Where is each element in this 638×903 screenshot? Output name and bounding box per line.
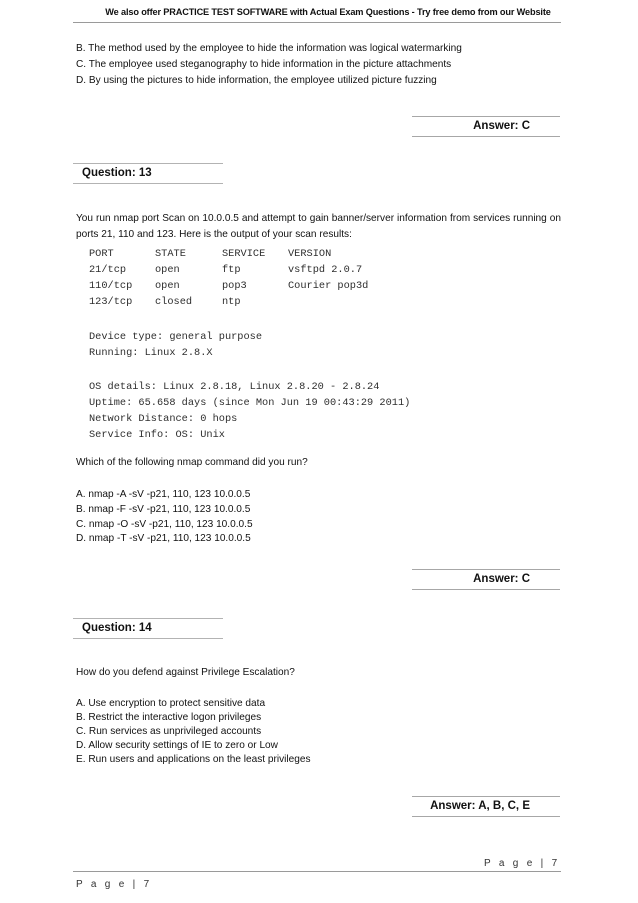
q12-answer: Answer: C	[473, 120, 530, 132]
q12-option-d: D. By using the pictures to hide information, the employee utilized picture fuzzing	[76, 75, 437, 86]
scan-col-port: PORT	[89, 248, 114, 260]
scan-service-info: Service Info: OS: Unix	[89, 429, 225, 441]
scan-col-version: VERSION	[288, 248, 332, 260]
nmap-scan-output: PORT STATE SERVICE VERSION 21/tcp open ftp vsftpd 2.0.7 110/tcp open pop3 Courier pop3d 123/tcp closed ntp Device type: general purpose Running: Linux 2.8.X OS details: Linux 2.8.18, Linux 2.8.20 - 2.8.24 Uptime: 65.658 days (since Mon Jun 19 00:43:29 2011) Network Distance: 0 hops Service Info: OS: Unix	[89, 248, 411, 441]
q13-prompt: Which of the following nmap command did you run?	[76, 457, 308, 468]
q12-option-b: B. The method used by the employee to hide the information was logical watermarking	[76, 43, 462, 54]
page-number-left: P a g e | 7	[76, 879, 153, 890]
q12-answer-box	[412, 116, 560, 137]
q14-option-c: C. Run services as unprivileged accounts	[76, 726, 262, 737]
q12-option-c: C. The employee used steganography to hide information in the picture attachments	[76, 59, 452, 70]
q13-option-b: B. nmap -F -sV -p21, 110, 123 10.0.0.5	[76, 504, 251, 515]
q14-option-e: E. Run users and applications on the least privileges	[76, 754, 311, 765]
scan-os-details: OS details: Linux 2.8.18, Linux 2.8.20 - 2.8.24	[89, 381, 380, 393]
scan-uptime: Uptime: 65.658 days (since Mon Jun 19 00:43:29 2011)	[89, 397, 411, 409]
q13-option-d: D. nmap -T -sV -p21, 110, 123 10.0.0.5	[76, 533, 251, 544]
q13-option-c: C. nmap -O -sV -p21, 110, 123 10.0.0.5	[76, 519, 253, 530]
scan-running: Running: Linux 2.8.X	[89, 347, 213, 359]
q14-answer: Answer: A, B, C, E	[430, 800, 530, 812]
q14-title-box	[73, 618, 223, 639]
header-divider	[73, 22, 561, 23]
scan-col-state: STATE	[155, 248, 186, 260]
q14-option-a: A. Use encryption to protect sensitive data	[76, 698, 266, 709]
page-number-right: P a g e | 7	[483, 858, 560, 869]
q14-option-d: D. Allow security settings of IE to zero or Low	[76, 740, 278, 751]
q14-answer-box	[412, 796, 560, 817]
q14-title: Question: 14	[82, 622, 152, 634]
footer-divider	[73, 871, 561, 872]
q13-answer: Answer: C	[473, 573, 530, 585]
q13-option-a: A. nmap -A -sV -p21, 110, 123 10.0.0.5	[76, 489, 251, 500]
scan-network-distance: Network Distance: 0 hops	[89, 413, 238, 425]
q13-title: Question: 13	[82, 167, 152, 179]
q14-option-b: B. Restrict the interactive logon privileges	[76, 712, 262, 723]
q13-body: You run nmap port Scan on 10.0.0.5 and attempt to gain banner/server information from services running on ports 21, 110 and 123. Here is the output of your scan results:	[76, 213, 561, 240]
scan-col-service: SERVICE	[222, 248, 266, 260]
q13-answer-box	[412, 569, 560, 590]
q14-prompt: How do you defend against Privilege Escalation?	[76, 667, 295, 678]
scan-device-type: Device type: general purpose	[89, 331, 263, 343]
q13-title-box	[73, 163, 223, 184]
page-header: We also offer PRACTICE TEST SOFTWARE with Actual Exam Questions - Try free demo from our Website	[105, 7, 551, 17]
